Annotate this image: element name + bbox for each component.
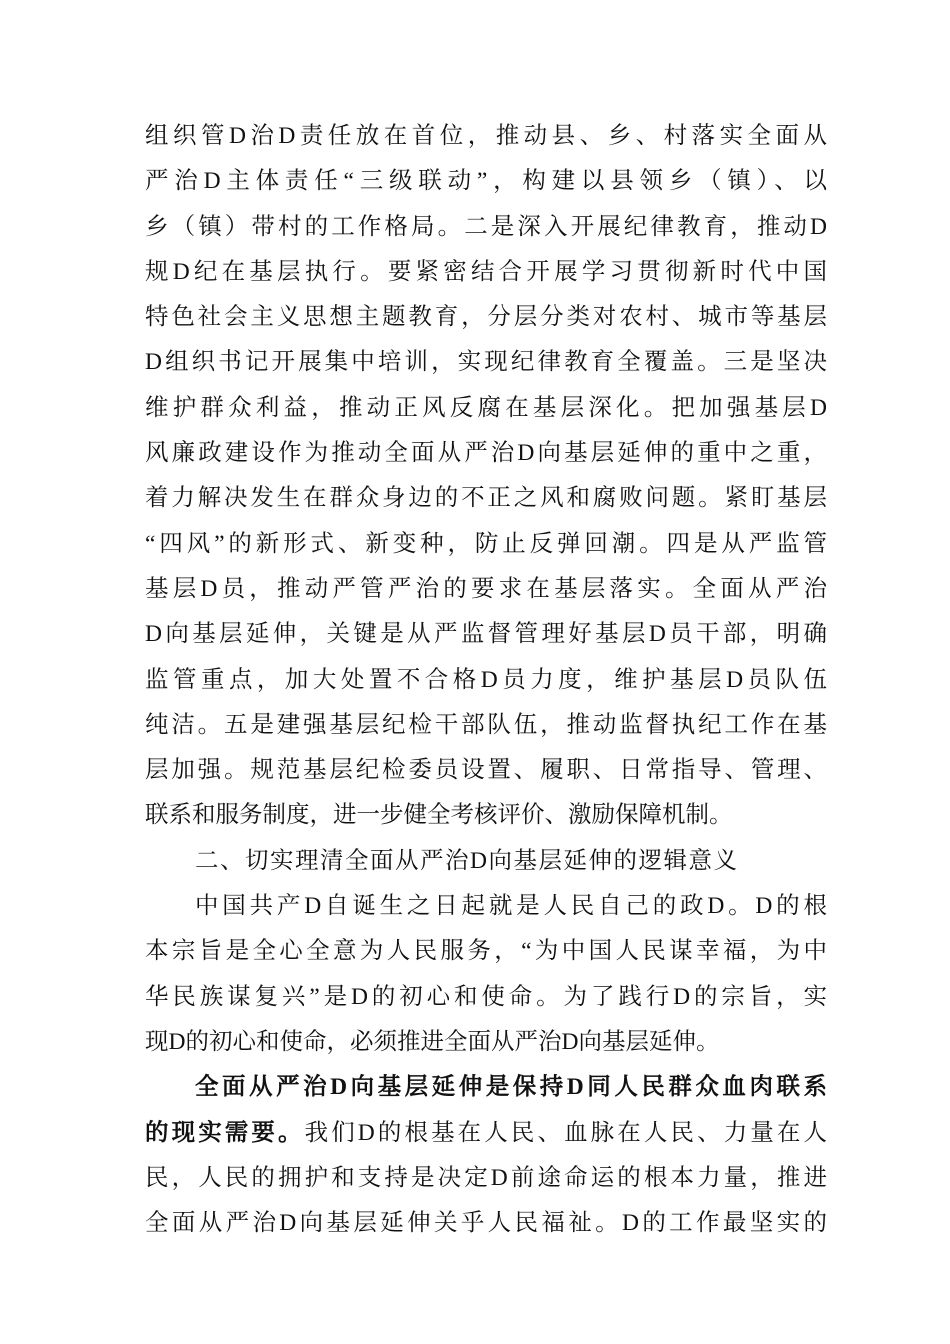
text-line: [145, 1111, 827, 1156]
text-line: 民，人民的拥护和支持是决定D前途命运的根本力量，推进: [145, 1164, 827, 1191]
text-line: 全面从严治D向基层延伸关乎人民福祉。D的工作最坚实的: [145, 1210, 827, 1237]
text-line: 层加强。规范基层纪检委员设置、履职、日常指导、管理、: [145, 757, 827, 784]
document-page: [145, 114, 827, 1246]
text-line: 本宗旨是全心全意为人民服务，“为中国人民谋幸福，为中: [145, 938, 827, 965]
text-line: 着力解决发生在群众身边的不正之风和腐败问题。紧盯基层: [145, 485, 827, 512]
text-line: 严治D主体责任“三级联动”，构建以县领乡（镇）、以: [145, 168, 827, 195]
text-line: D向基层延伸，关键是从严监督管理好基层D员干部，明确: [145, 621, 827, 648]
paragraph-continued: [145, 114, 827, 839]
text-line: 现D的初心和使命，必须推进全面从严治D向基层延伸。: [145, 1028, 720, 1055]
text-line: 监管重点，加大处置不合格D员力度，维护基层D员队伍: [145, 666, 827, 693]
text-line: 风廉政建设作为推动全面从严治D向基层延伸的重中之重，: [145, 440, 827, 467]
text-line: 华民族谋复兴”是D的初心和使命。为了践行D的宗旨，实: [145, 983, 827, 1010]
paragraph-purpose: [145, 884, 827, 1065]
text-line: “四风”的新形式、新变种，防止反弹回潮。四是从严监管: [145, 530, 827, 557]
text-line: [145, 1065, 827, 1110]
bold-lead-sentence: 全面从严治D向基层延伸是保持D同人民群众血肉联系: [195, 1074, 827, 1101]
text-line: 维护群众利益，推动正风反腐在基层深化。把加强基层D: [145, 394, 827, 421]
text-line: D组织书记开展集中培训，实现纪律教育全覆盖。三是坚决: [145, 349, 827, 376]
paragraph-reality-need: [145, 1065, 827, 1246]
text-line: 纯洁。五是建强基层纪检干部队伍，推动监督执纪工作在基: [145, 711, 827, 738]
text-line: 组织管D治D责任放在首位，推动县、乡、村落实全面从: [145, 123, 827, 149]
text-line: 基层D员，推动严管严治的要求在基层落实。全面从严治: [145, 575, 827, 602]
text-line: 乡（镇）带村的工作格局。二是深入开展纪律教育，推动D: [145, 213, 827, 240]
text-line: 中国共产D自诞生之日起就是人民自己的政D。D的根: [195, 893, 827, 920]
text-line: 规D纪在基层执行。要紧密结合开展学习贯彻新时代中国: [145, 258, 827, 285]
body-text: 我们D的根基在人民、血脉在人民、力量在人: [304, 1119, 827, 1146]
text-line: 特色社会主义思想主题教育，分层分类对农村、城市等基层: [145, 304, 827, 331]
section-heading: 二、切实理清全面从严治D向基层延伸的逻辑意义: [195, 847, 739, 874]
text-line: 联系和服务制度，进一步健全考核评价、激励保障机制。: [145, 802, 733, 829]
bold-lead-sentence-end: 的现实需要。: [145, 1119, 305, 1146]
